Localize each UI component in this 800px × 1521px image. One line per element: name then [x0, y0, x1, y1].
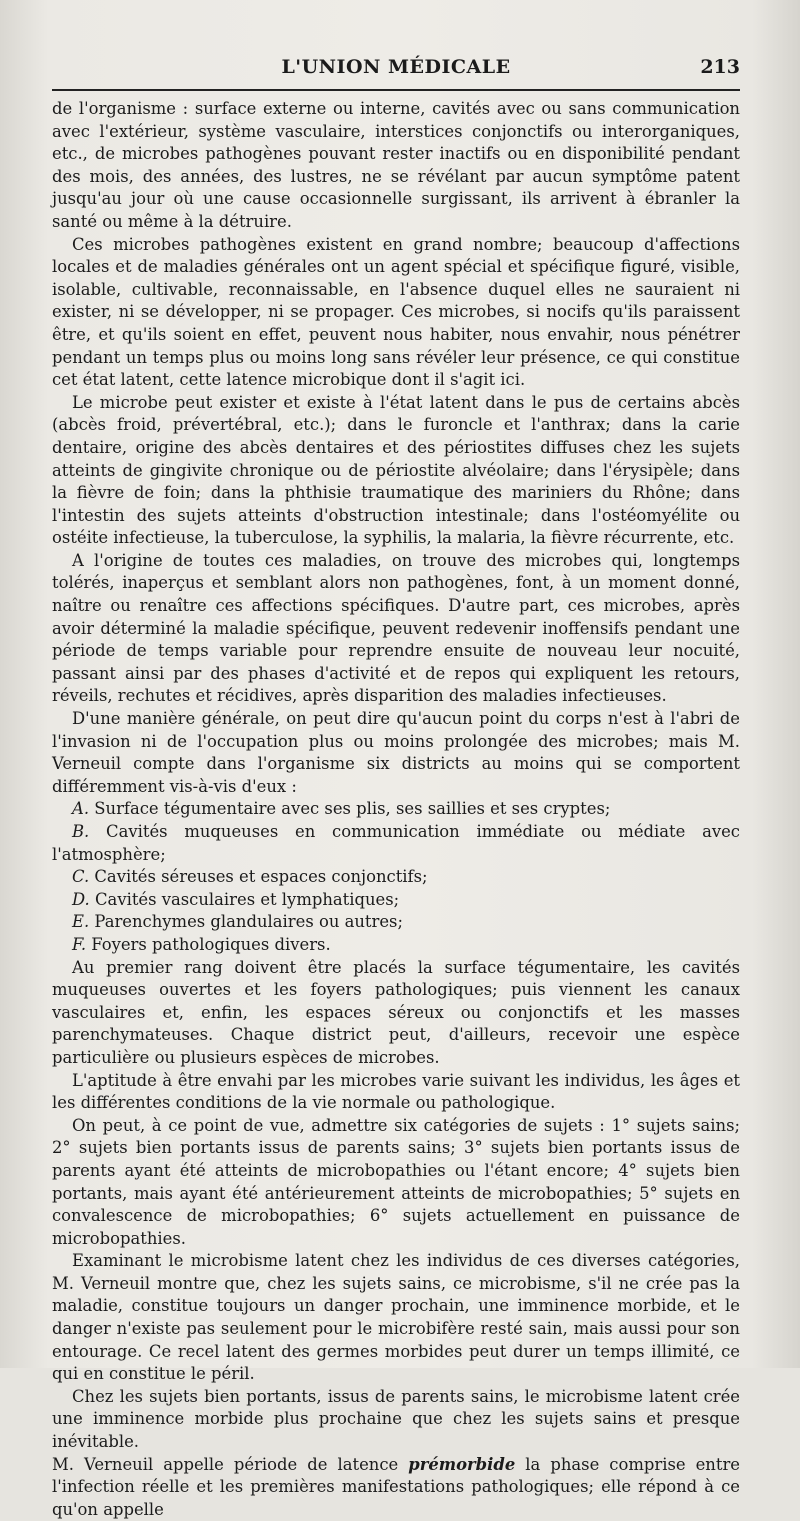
list-item [52, 866, 740, 889]
list-letter: D. [72, 889, 90, 909]
emphasis-term: prémorbide [408, 1454, 516, 1474]
list-text: Parenchymes glandulaires ou autres; [94, 912, 403, 932]
list-letter: F. [72, 934, 87, 954]
paragraph: Le microbe peut exister et existe à l'état latent dans le pus de certains abcès (abcès froid, prévertébral, etc.); dans le furoncle et l'anthrax; dans la carie dentaire, origine des abcès dentaires et des périostites diffuses chez les sujets atteints de gingivite chronique ou de périostite alvéolaire; dans l'érysipèle; dans la fièvre de foin; dans la phthisie traumatique des mariniers du Rhône; dans l'intestin des sujets atteints d'obstruction intestinale; dans l'ostéomyélite ou ostéite infectieuse, la tuberculose, la syphilis, la malaria, la fièvre récurrente, etc. [52, 392, 740, 548]
list-item [52, 911, 740, 934]
paragraph: D'une manière générale, on peut dire qu'aucun point du corps n'est à l'abri de l'invasion ni de l'occupation plus ou moins prolongée des microbes; mais M. Verneuil compte dans l'organisme six districts au moins qui se comportent différemment vis-à-vis d'eux : [52, 709, 740, 796]
list-letter: A. [72, 799, 90, 819]
list-item [52, 798, 740, 821]
running-title: L'UNION MÉDICALE [281, 56, 511, 78]
page-header [52, 52, 740, 82]
header-rule [52, 89, 740, 91]
list-item [52, 889, 740, 912]
list-letter: B. [72, 822, 90, 841]
article-body [52, 98, 740, 1521]
paragraph [52, 1454, 740, 1521]
paragraph: A l'origine de toutes ces maladies, on trouve des microbes qui, longtemps tolérés, inaperçus et semblant alors non pathogènes, font, à un moment donné, naître ou renaître ces affections spécifiques. D'autre part, ces microbes, après avoir déterminé la maladie spécifique, peuvent redevenir inoffensifs pendant une période de temps variable pour reprendre ensuite de nouveau leur nocuité, passant ainsi par des phases d'activité et de repos qui expliquent les retours, réveils, rechutes et récidives, après disparition des maladies infectieuses. [52, 550, 740, 706]
list-text: Cavités muqueuses en communication immédiate ou médiate avec l'atmosphère; [52, 822, 740, 864]
list-text: Surface tégumentaire avec ses plis, ses saillies et ses cryptes; [94, 799, 611, 819]
districts-list [52, 798, 740, 956]
list-item [52, 934, 740, 957]
list-text: Foyers pathologiques divers. [91, 934, 331, 954]
list-item [52, 821, 740, 866]
paragraph: de l'organisme : surface externe ou interne, cavités avec ou sans communication avec l'extérieur, système vasculaire, interstices conjonctifs ou interorganiques, etc., de microbes pathogènes pouvant rester inactifs ou en disponibilité pendant des mois, des années, des lustres, ne se révélant par aucun symptôme patent jusqu'au jour où une cause occasionnelle surgissant, ils arrivent à ébranler la santé ou même à la détruire. [52, 99, 740, 231]
paragraph: Chez les sujets bien portants, issus de parents sains, le microbisme latent crée une imminence morbide plus prochaine que chez les sujets sains et presque inévitable. [52, 1386, 740, 1452]
paragraph: Examinant le microbisme latent chez les individus de ces diverses catégories, M. Verneuil montre que, chez les sujets sains, ce microbisme, s'il ne crée pas la maladie, constitue toujours un danger prochain, une imminence morbide, et le danger n'existe pas seulement pour le microbifère resté sain, mais aussi pour son entourage. Ce recel latent des germes morbides peut durer un temps illimité, ce qui en constitue le péril. [52, 1251, 740, 1384]
list-letter: E. [72, 912, 90, 932]
paragraph: Au premier rang doivent être placés la surface tégumentaire, les cavités muqueuses ouvertes et les foyers pathologiques; puis viennent les canaux vasculaires et, enfin, les espaces séreux ou conjonctifs et les masses parenchymateuses. Chaque district peut, d'ailleurs, recevoir une espèce particulière ou plusieurs espèces de microbes. [52, 957, 740, 1067]
paragraph: L'aptitude à être envahi par les microbes varie suivant les individus, les âges et les différentes conditions de la vie normale ou pathologique. [52, 1070, 740, 1113]
page-number: 213 [700, 56, 740, 78]
list-text: Cavités séreuses et espaces conjonctifs; [94, 867, 428, 887]
paragraph: On peut, à ce point de vue, admettre six catégories de sujets : 1° sujets sains; 2° sujets bien portants issus de parents sains; 3° sujets bien portants issus de parents ayant été atteints de microbopathies ou l'étant encore; 4° sujets bien portants, mais ayant été antérieurement atteints de microbopathies; 5° sujets en convalescence de microbopathies; 6° sujets actuellement en puissance de microbopathies. [52, 1115, 740, 1248]
paragraph: Ces microbes pathogènes existent en grand nombre; beaucoup d'affections locales et de maladies générales ont un agent spécial et spécifique figuré, visible, isolable, cultivable, reconnaissable, en l'absence duquel elles ne sauraient ni exister, ni se développer, ni se propager. Ces microbes, si nocifs qu'ils paraissent être, et qu'ils soient en effet, peuvent nous habiter, nous envahir, nous pénétrer pendant un temps plus ou moins long sans révéler leur présence, ce qui constitue cet état latent, cette latence microbique dont il s'agit ici. [52, 234, 740, 390]
text-run: M. Verneuil appelle période de latence [52, 1454, 409, 1474]
list-text: Cavités vasculaires et lymphatiques; [95, 889, 400, 909]
text-run: la phase comprise entre l'infection réelle et les premières manifestations pathologiques; elle répond à ce qu'on appelle [52, 1454, 740, 1519]
list-letter: C. [72, 867, 90, 887]
